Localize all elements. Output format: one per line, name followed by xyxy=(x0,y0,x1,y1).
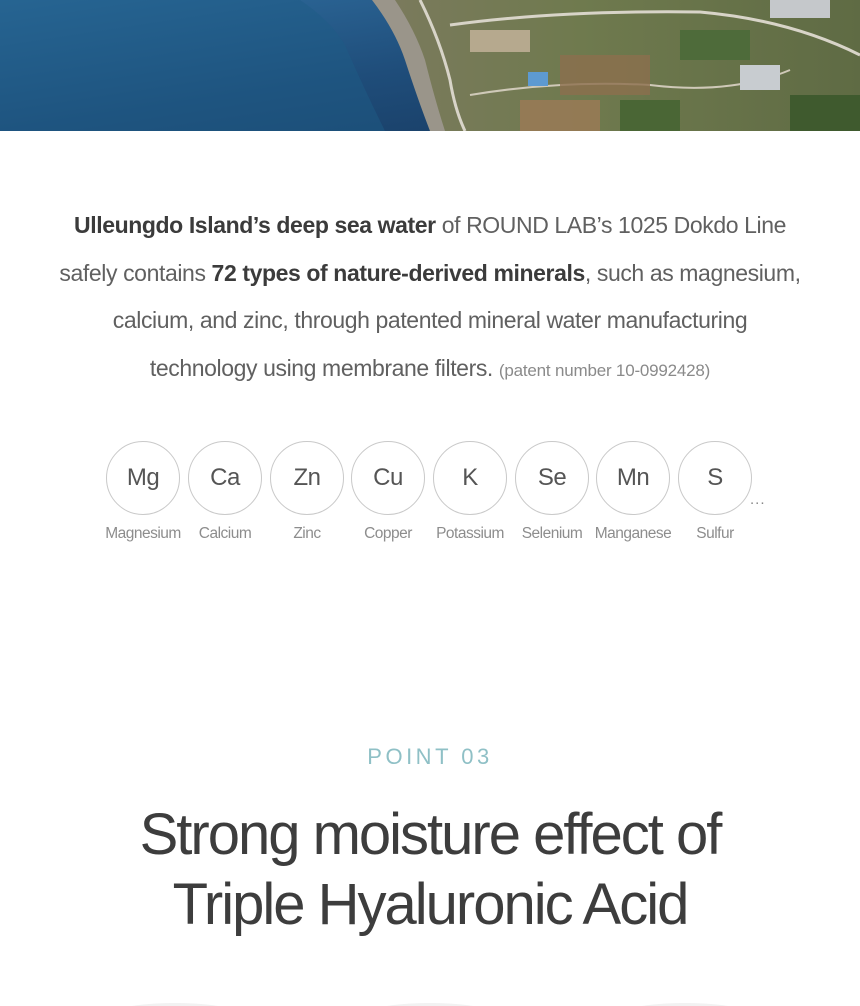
mineral-sulfur xyxy=(674,441,756,543)
mineral-symbol: K xyxy=(433,441,507,515)
next-section-hint xyxy=(0,996,860,1006)
mineral-name: Manganese xyxy=(594,525,672,542)
mineral-list xyxy=(102,441,782,551)
mineral-symbol: Zn xyxy=(270,441,344,515)
mineral-name: Magnesium xyxy=(105,525,181,542)
intro-line-3: calcium, and zinc, through patented mineral water manufacturing xyxy=(112,307,748,333)
intro-text: of ROUND LAB’s 1025 Dokdo Line xyxy=(435,212,786,238)
mineral-symbol: Mg xyxy=(106,441,180,515)
intro-line-2 xyxy=(30,250,830,298)
mineral-selenium xyxy=(511,441,593,543)
mineral-zinc xyxy=(266,441,348,543)
mineral-name: Copper xyxy=(364,525,412,542)
mineral-name: Selenium xyxy=(521,525,583,542)
section-headline xyxy=(0,800,860,940)
coast-illustration xyxy=(0,0,860,131)
point-number-label: POINT 03 xyxy=(367,744,493,769)
intro-line-1 xyxy=(30,202,830,250)
mineral-copper xyxy=(347,441,429,543)
mineral-name: Zinc xyxy=(293,525,321,542)
intro-text: , such as magnesium, xyxy=(584,259,801,286)
intro-text: technology using membrane filters. xyxy=(149,354,499,381)
hero-coast-image xyxy=(0,0,860,131)
headline-line-2: Triple Hyaluronic Acid xyxy=(172,872,688,937)
mineral-name: Calcium xyxy=(198,525,252,542)
mineral-symbol: Mn xyxy=(596,441,670,515)
mineral-name: Sulfur xyxy=(696,525,734,542)
mineral-symbol: Cu xyxy=(351,441,425,515)
patent-number: (patent number 10-0992428) xyxy=(498,360,711,380)
headline-line-1: Strong moisture effect of xyxy=(139,802,721,867)
mineral-name: Potassium xyxy=(436,525,504,542)
mineral-symbol: Se xyxy=(515,441,589,515)
more-minerals-ellipsis: ... xyxy=(750,491,766,508)
intro-bold-deep-sea-water: Ulleungdo Island’s deep sea water xyxy=(74,212,436,238)
mineral-calcium xyxy=(184,441,266,543)
intro-text: safely contains xyxy=(59,259,212,286)
mineral-potassium xyxy=(429,441,511,543)
mineral-symbol: Ca xyxy=(188,441,262,515)
intro-line-4 xyxy=(30,345,830,395)
intro-paragraph xyxy=(30,202,830,394)
mineral-manganese xyxy=(592,441,674,543)
mineral-symbol: S xyxy=(678,441,752,515)
mineral-magnesium xyxy=(102,441,184,543)
intro-bold-minerals: 72 types of nature-derived minerals xyxy=(211,259,585,286)
